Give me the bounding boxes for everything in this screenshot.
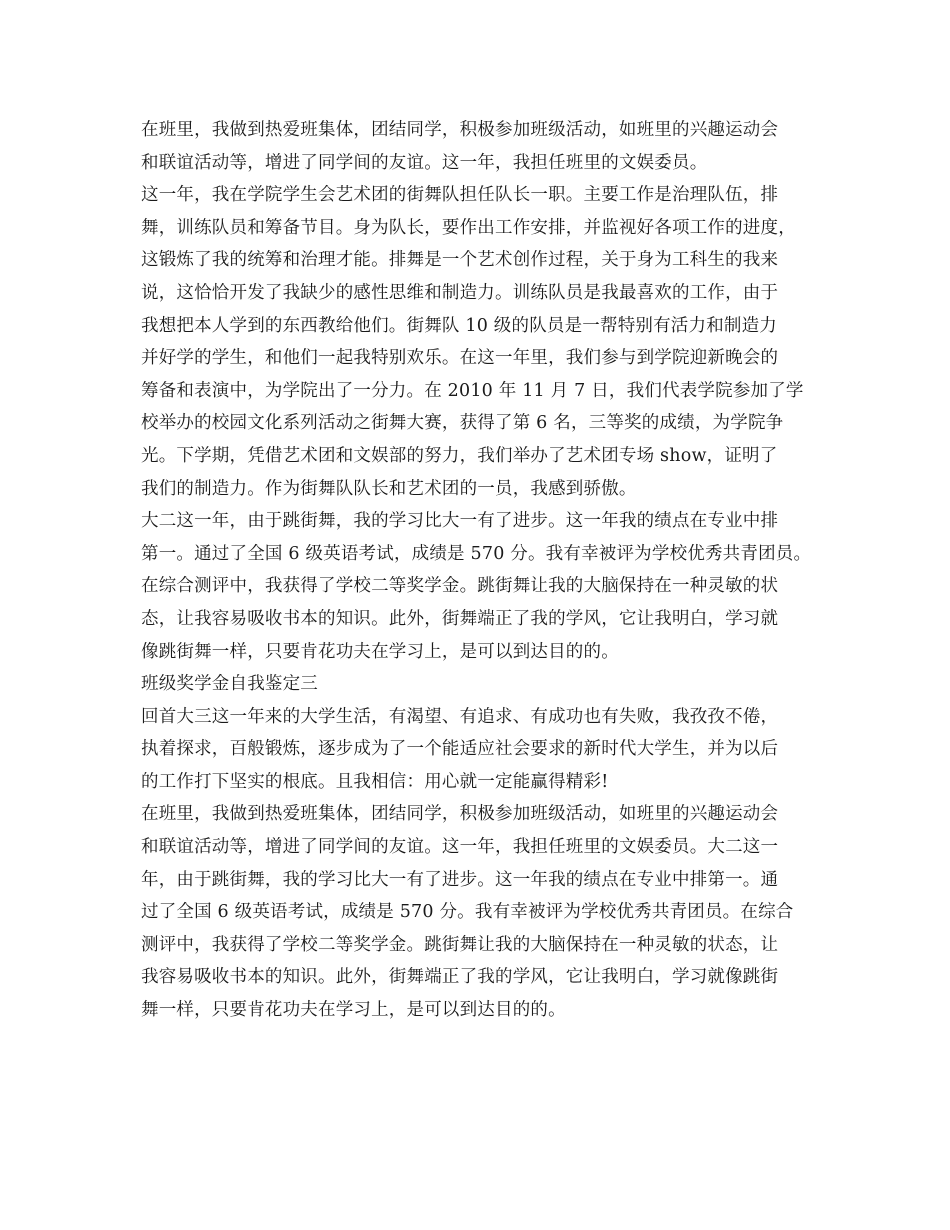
text-line: 像跳街舞一样，只要肯花功夫在学习上，是可以到达目的的。 [141,641,619,662]
text-line: 舞，训练队员和筹备节目。身为队长，要作出工作安排，并监视好各项工作的进度， [141,217,796,238]
text-line: 态，让我容易吸收书本的知识。此外，街舞端正了我的学风，它让我明白，学习就 [141,608,779,629]
text-line: 光。下学期，凭借艺术团和文娱部的努力，我们举办了艺术团专场 show，证明了 [141,445,778,466]
text-line: 第一。通过了全国 6 级英语考试，成绩是 570 分。我有幸被评为学校优秀共青团员。 [141,543,812,564]
text-line: 并好学的学生，和他们一起我特别欢乐。在这一年里，我们参与到学院迎新晚会的 [141,348,779,369]
text-line: 在综合测评中，我获得了学校二等奖学金。跳街舞让我的大脑保持在一种灵敏的状 [141,576,779,597]
document-body [141,114,821,1027]
text-line: 这锻炼了我的统筹和治理才能。排舞是一个艺术创作过程，关于身为工科生的我来 [141,250,779,271]
text-line: 我们的制造力。作为街舞队队长和艺术团的一员，我感到骄傲。 [141,478,637,499]
text-line: 执着探求，百般锻炼，逐步成为了一个能适应社会要求的新时代大学生，并为以后 [141,739,779,760]
text-line: 过了全国 6 级英语考试，成绩是 570 分。我有幸被评为学校优秀共青团员。在综合 [141,902,794,923]
text-line: 我容易吸收书本的知识。此外，街舞端正了我的学风，它让我明白，学习就像跳街 [141,967,779,988]
section-heading: 班级奖学金自我鉴定三 [141,674,318,695]
text-line: 说，这恰恰开发了我缺少的感性思维和制造力。训练队员是我最喜欢的工作，由于 [141,282,779,303]
text-line: 大二这一年，由于跳街舞，我的学习比大一有了进步。这一年我的绩点在专业中排 [141,511,779,532]
text-line: 在班里，我做到热爱班集体，团结同学，积极参加班级活动，如班里的兴趣运动会 [141,120,779,140]
text-line: 的工作打下坚实的根底。且我相信：用心就一定能赢得精彩! [141,771,609,792]
text-line: 和联谊活动等，增进了同学间的友谊。这一年，我担任班里的文娱委员。 [141,152,708,173]
text-line: 我想把本人学到的东西教给他们。街舞队 10 级的队员是一帮特别有活力和制造力 [141,315,777,336]
text-line: 测评中，我获得了学校二等奖学金。跳街舞让我的大脑保持在一种灵敏的状态，让 [141,934,779,955]
text-line: 年，由于跳街舞，我的学习比大一有了进步。这一年我的绩点在专业中排第一。通 [141,869,779,890]
text-line: 在班里，我做到热爱班集体，团结同学，积极参加班级活动，如班里的兴趣运动会 [141,804,779,825]
text-line: 这一年，我在学院学生会艺术团的街舞队担任队长一职。主要工作是治理队伍，排 [141,185,779,206]
text-line: 舞一样，只要肯花功夫在学习上，是可以到达目的的。 [141,1000,566,1021]
text-line: 回首大三这一年来的大学生活，有渴望、有追求、有成功也有失败，我孜孜不倦， [141,706,779,727]
text-line: 校举办的校园文化系列活动之街舞大赛，获得了第 6 名，三等奖的成绩，为学院争 [141,413,784,434]
text-line: 筹备和表演中，为学院出了一分力。在 2010 年 11 月 7 日，我们代表学院参加了学 [141,380,804,401]
text-line: 和联谊活动等，增进了同学间的友谊。这一年，我担任班里的文娱委员。大二这一 [141,837,779,858]
